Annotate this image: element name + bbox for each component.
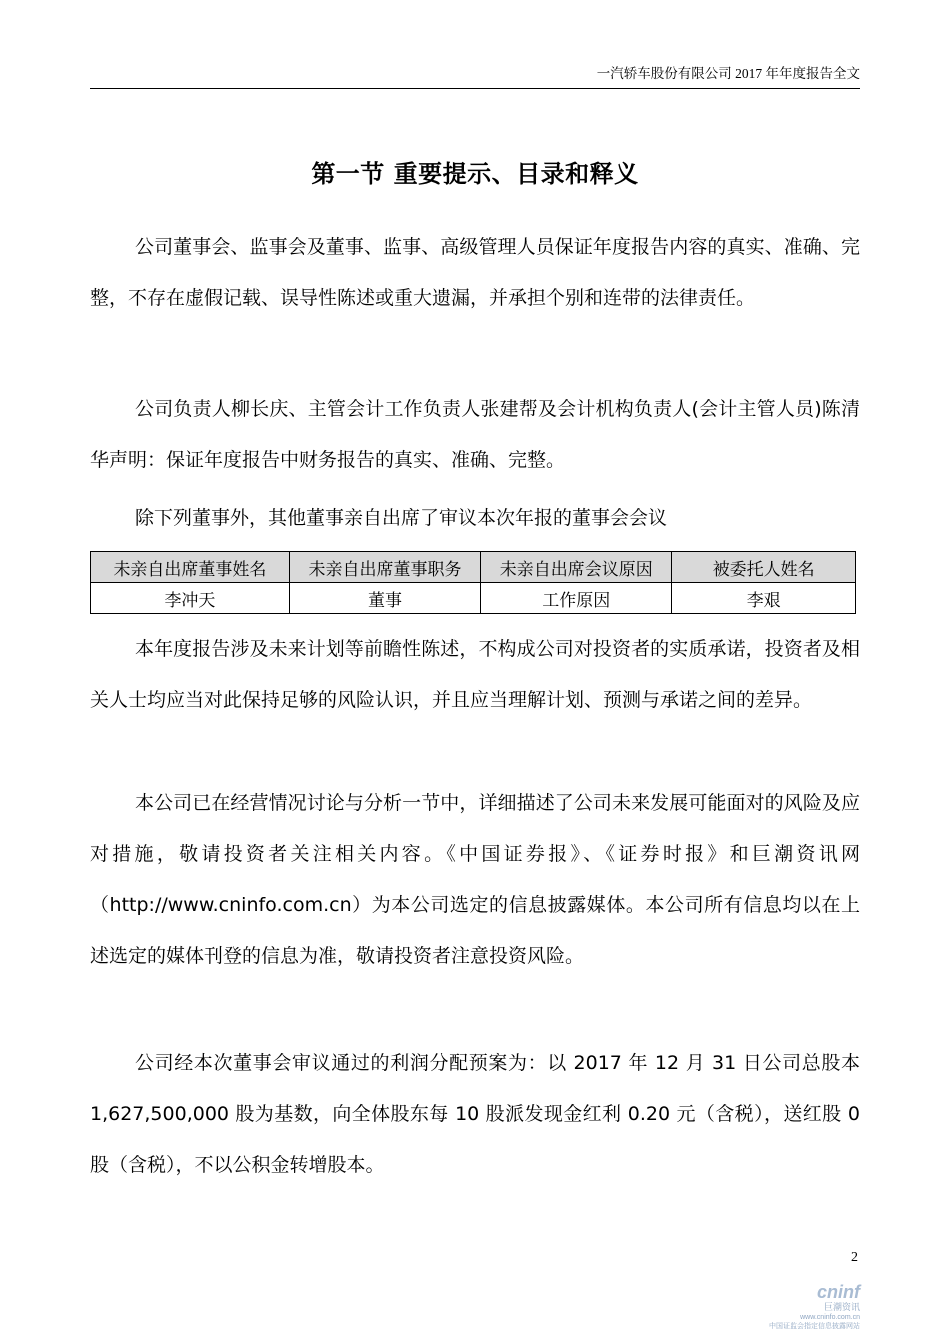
table-cell: 李艰 — [672, 583, 856, 614]
table-cell: 董事 — [289, 583, 480, 614]
paragraph-profit-distribution: 公司经本次董事会审议通过的利润分配预案为：以 2017 年 12 月 31 日公司总股本 1,627,500,000 股为基数，向全体股东每 10 股派发现金红利 0.20 元（含税），送红股 0 股（含税），不以公积金转增股本。 — [90, 1052, 860, 1176]
table-header-cell: 未亲自出席董事职务 — [289, 552, 480, 583]
table-header-cell: 被委托人姓名 — [672, 552, 856, 583]
table-cell: 工作原因 — [481, 583, 672, 614]
page-number: 2 — [851, 1250, 858, 1265]
table-row — [91, 583, 856, 614]
watermark-footer: 中国证监会指定信息披露网站 — [769, 1323, 860, 1330]
watermark-brand: cninf — [817, 1282, 860, 1302]
paragraph-attendance: 除下列董事外，其他董事亲自出席了审议本次年报的董事会会议 — [135, 507, 668, 529]
table-header-cell: 未亲自出席会议原因 — [481, 552, 672, 583]
table-cell: 李冲天 — [91, 583, 290, 614]
header-text: 一汽轿车股份有限公司 2017 年年度报告全文 — [596, 66, 860, 81]
cninfo-watermark — [769, 1282, 860, 1331]
paragraph-responsibility: 公司董事会、监事会及董事、监事、高级管理人员保证年度报告内容的真实、准确、完整，不存在虚假记载、误导性陈述或重大遗漏，并承担个别和连带的法律责任。 — [90, 236, 860, 309]
watermark-url: www.cninfo.com.cn — [800, 1314, 860, 1321]
table-header-row — [91, 552, 856, 583]
paragraph-forward-looking: 本年度报告涉及未来计划等前瞻性陈述，不构成公司对投资者的实质承诺，投资者及相关人士均应当对此保持足够的风险认识，并且应当理解计划、预测与承诺之间的差异。 — [90, 638, 860, 711]
absence-table — [90, 551, 856, 614]
section-title: 第一节 重要提示、目录和释义 — [311, 160, 639, 188]
table-header-cell: 未亲自出席董事姓名 — [91, 552, 290, 583]
page-header — [90, 66, 860, 89]
paragraph-risk-media: 本公司已在经营情况讨论与分析一节中，详细描述了公司未来发展可能面对的风险及应对措施，敬请投资者关注相关内容。《中国证券报》、《证券时报》和巨潮资讯网（http://www.cninfo.com.cn）为本公司选定的信息披露媒体。本公司所有信息均以在上述选定的媒体刊登的信息为准，敬请投资者注意投资风险。 — [90, 792, 860, 967]
paragraph-declaration: 公司负责人柳长庆、主管会计工作负责人张建帮及会计机构负责人(会计主管人员)陈清华声明：保证年度报告中财务报告的真实、准确、完整。 — [90, 398, 860, 471]
watermark-sub: 巨潮资讯 — [823, 1302, 860, 1312]
